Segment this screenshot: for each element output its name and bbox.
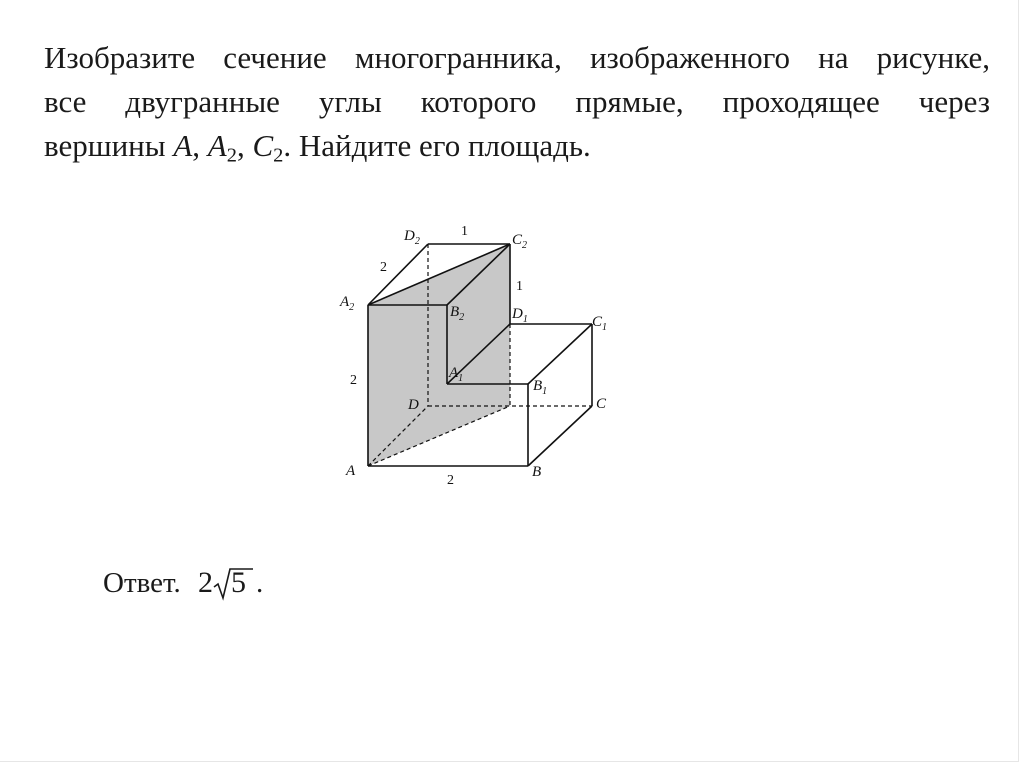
problem-line-1: Изобразите сечение многогранника, изображенного на рисунке, — [44, 40, 990, 75]
dim-bottom-edge: 2 — [447, 473, 454, 488]
vertex-c2-sub: 2 — [273, 144, 284, 167]
label-d1: $D_1$ — [512, 306, 528, 325]
problem-line-3-suffix: . Найдите его площадь. — [283, 128, 591, 163]
section-polygon — [368, 244, 510, 466]
label-a1: $A_1$ — [449, 365, 464, 384]
dim-upper-height: 1 — [516, 279, 523, 294]
answer-label: Ответ. — [103, 567, 181, 599]
dim-top-edge: 1 — [461, 224, 468, 239]
label-a2: $A_2$ — [340, 294, 355, 313]
problem-line-3-prefix: вершины — [44, 128, 174, 163]
problem-line-2: все двугранные углы которого прямые, проходящее через — [44, 84, 990, 119]
vertex-c2: C — [252, 128, 274, 163]
sqrt-symbol — [213, 565, 246, 601]
vertex-a: A — [173, 128, 193, 163]
label-b: B — [532, 464, 542, 480]
label-d: D — [408, 397, 419, 413]
answer-radicand: 5 — [231, 566, 247, 599]
label-c1: $C_1$ — [592, 314, 608, 333]
label-d2: $D_2$ — [404, 228, 420, 247]
answer-trailing-dot: . — [256, 567, 264, 599]
problem-text — [44, 36, 990, 168]
answer-coefficient: 2 — [198, 566, 214, 599]
label-c: C — [596, 396, 607, 412]
label-b1: $B_1$ — [533, 378, 548, 397]
label-c2: $C_2$ — [512, 232, 528, 251]
label-a: A — [346, 463, 356, 479]
polyhedron-diagram — [330, 212, 630, 502]
answer-value — [198, 566, 246, 599]
vertex-a2: A — [207, 128, 227, 163]
label-b2: $B_2$ — [450, 304, 465, 323]
problem-line-3: вершины A, $A_2$, $C_2$. Найдите его площадь. — [44, 128, 591, 167]
polyhedron-figure — [330, 212, 630, 502]
dim-top-depth: 2 — [380, 260, 387, 275]
dim-left-height: 2 — [350, 373, 357, 388]
vertex-a2-sub: 2 — [226, 144, 237, 167]
radical-sign-icon — [213, 567, 253, 601]
answer — [103, 565, 263, 601]
